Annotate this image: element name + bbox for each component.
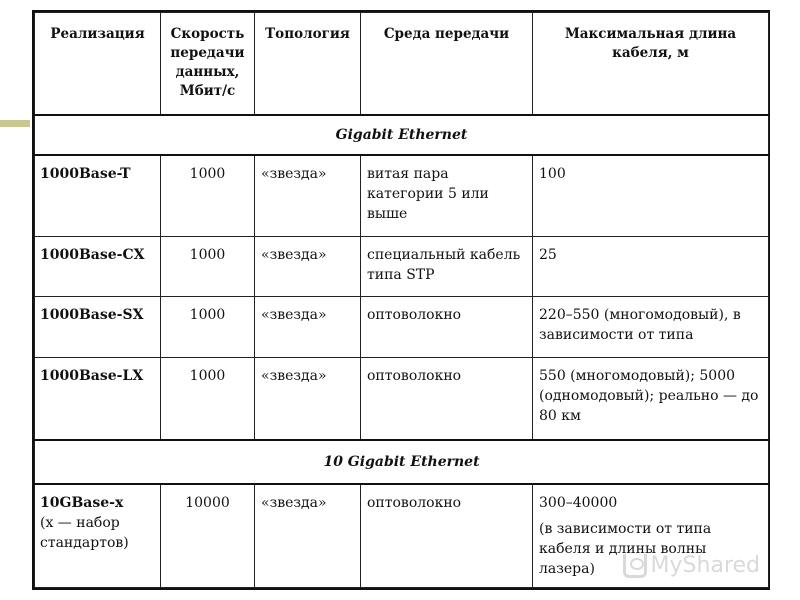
row-maxlen: 100 [533,155,769,237]
row-maxlen: 220–550 (многомодовый), в зависимости от типа [533,297,769,358]
row-speed: 1000 [161,297,255,358]
row-speed: 1000 [161,358,255,440]
row-speed: 1000 [161,155,255,237]
row-medium: витая пара категории 5 или выше [361,155,533,237]
row-name: 1000Base-CX [35,237,161,297]
row-maxlen: 550 (многомодовый); 5000 (одномодовый); реально — до 80 км [533,358,769,440]
row-maxlen-main: 300–40000 [539,494,618,511]
header-row [35,13,769,115]
header-medium: Среда передачи [361,13,533,115]
row-medium: оптоволокно [361,484,533,588]
row-medium: оптоволокно [361,297,533,358]
row-topology: «звезда» [255,237,361,297]
decorative-accent-bar [0,120,30,127]
row-topology: «звезда» [255,297,361,358]
row-name [35,484,161,588]
table-row [35,237,769,297]
header-impl: Реализация [35,13,161,115]
row-topology: «звезда» [255,484,361,588]
header-topology: Топология [255,13,361,115]
row-maxlen-note: (в зависимости от типа кабеля и длины волны лазера) [539,520,712,577]
row-maxlen: 25 [533,237,769,297]
row-topology: «звезда» [255,358,361,440]
header-maxlen: Максимальная длина кабеля, м [533,13,769,115]
row-name: 1000Base-LX [35,358,161,440]
section-title-gigabit: Gigabit Ethernet [35,115,769,155]
section-row-ten-gigabit [35,440,769,484]
row-name: 1000Base-SX [35,297,161,358]
row-name-main: 10GBase-x [40,494,124,511]
row-speed: 1000 [161,237,255,297]
row-speed: 10000 [161,484,255,588]
watermark-text: MyShared [650,553,760,578]
table-row [35,358,769,440]
row-medium: специальный кабель типа STP [361,237,533,297]
row-topology: «звезда» [255,155,361,237]
watermark [623,553,760,578]
table-row [35,155,769,237]
section-title-ten-gigabit: 10 Gigabit Ethernet [35,440,769,484]
section-row-gigabit [35,115,769,155]
table-row [35,297,769,358]
ethernet-standards-table [32,10,770,590]
row-name-note: (x — набор стандартов) [40,514,129,551]
row-medium: оптоволокно [361,358,533,440]
header-speed: Скорость передачи данных, Мбит/с [161,13,255,115]
watermark-logo-icon [623,554,647,578]
row-name: 1000Base-T [35,155,161,237]
